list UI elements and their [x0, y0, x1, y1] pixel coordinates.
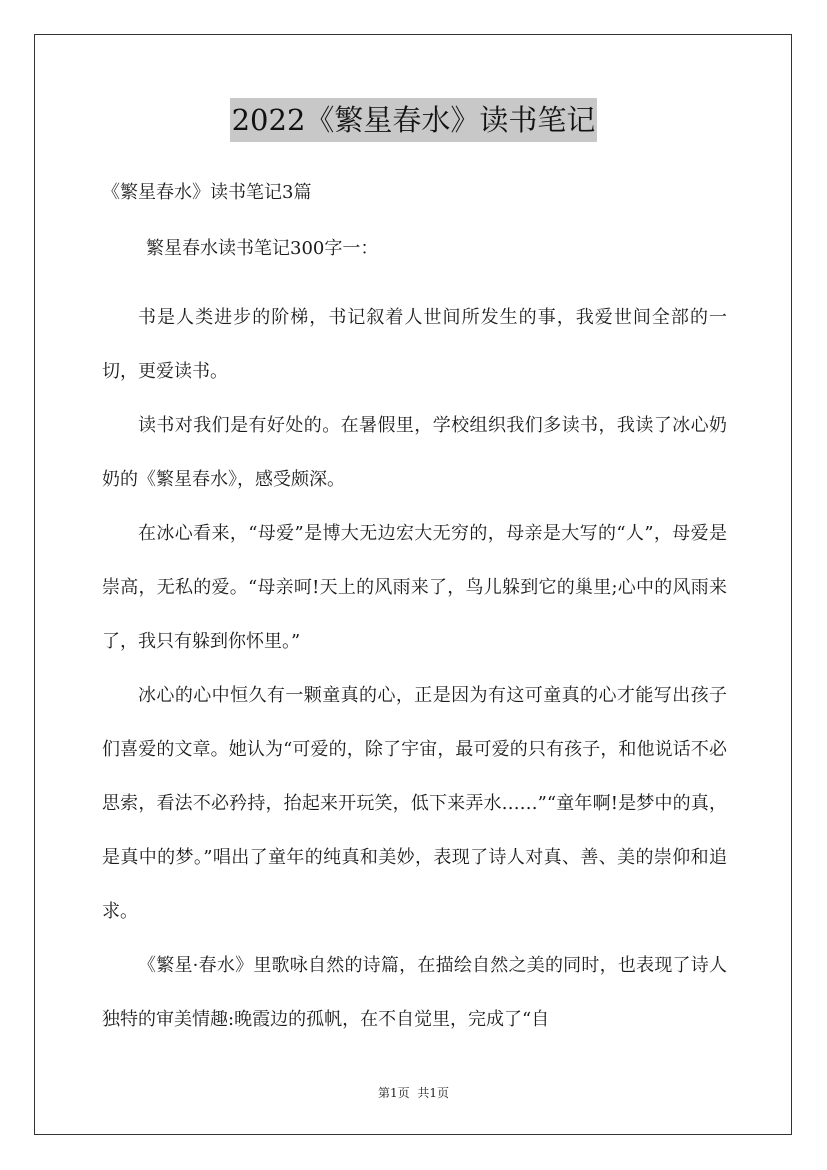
document-subtitle: 《繁星春水》读书笔记3篇	[102, 182, 312, 203]
page-total: 共1页	[417, 1086, 449, 1100]
title-container	[0, 98, 827, 142]
paragraph-4: 冰心的心中恒久有一颗童真的心，正是因为有这可童真的心才能写出孩子们喜爱的文章。她认为“可爱的，除了宇宙，最可爱的只有孩子，和他说话不必思索，看法不必矜持，抬起来开玩笑，低下来弄水……”“童年啊!是梦中的真，是真中的梦。”唱出了童年的纯真和美妙，表现了诗人对真、善、美的崇仰和追求。	[102, 685, 727, 922]
page-number: 第1页	[378, 1086, 410, 1100]
body-text	[102, 291, 727, 1036]
paragraph-3: 在冰心看来，“母爱”是博大无边宏大无穷的，母亲是大写的“人”，母爱是崇高，无私的爱。“母亲呵!天上的风雨来了，鸟儿躲到它的巢里;心中的风雨来了，我只有躲到你怀里。”	[102, 523, 727, 652]
section-heading: 繁星春水读书笔记300字一：	[146, 238, 379, 259]
paragraph-1: 书是人类进步的阶梯，书记叙着人世间所发生的事，我爱世间全部的一切，更爱读书。	[102, 307, 727, 382]
page-footer	[0, 1085, 827, 1101]
document-title: 2022《繁星春水》读书笔记	[230, 98, 598, 142]
paragraph-5: 《繁星·春水》里歌咏自然的诗篇，在描绘自然之美的同时，也表现了诗人独特的审美情趣:晚霞边的孤帆，在不自觉里，完成了“自	[102, 955, 727, 1030]
paragraph-2: 读书对我们是有好处的。在暑假里，学校组织我们多读书，我读了冰心奶奶的《繁星春水》，感受颇深。	[102, 415, 727, 490]
